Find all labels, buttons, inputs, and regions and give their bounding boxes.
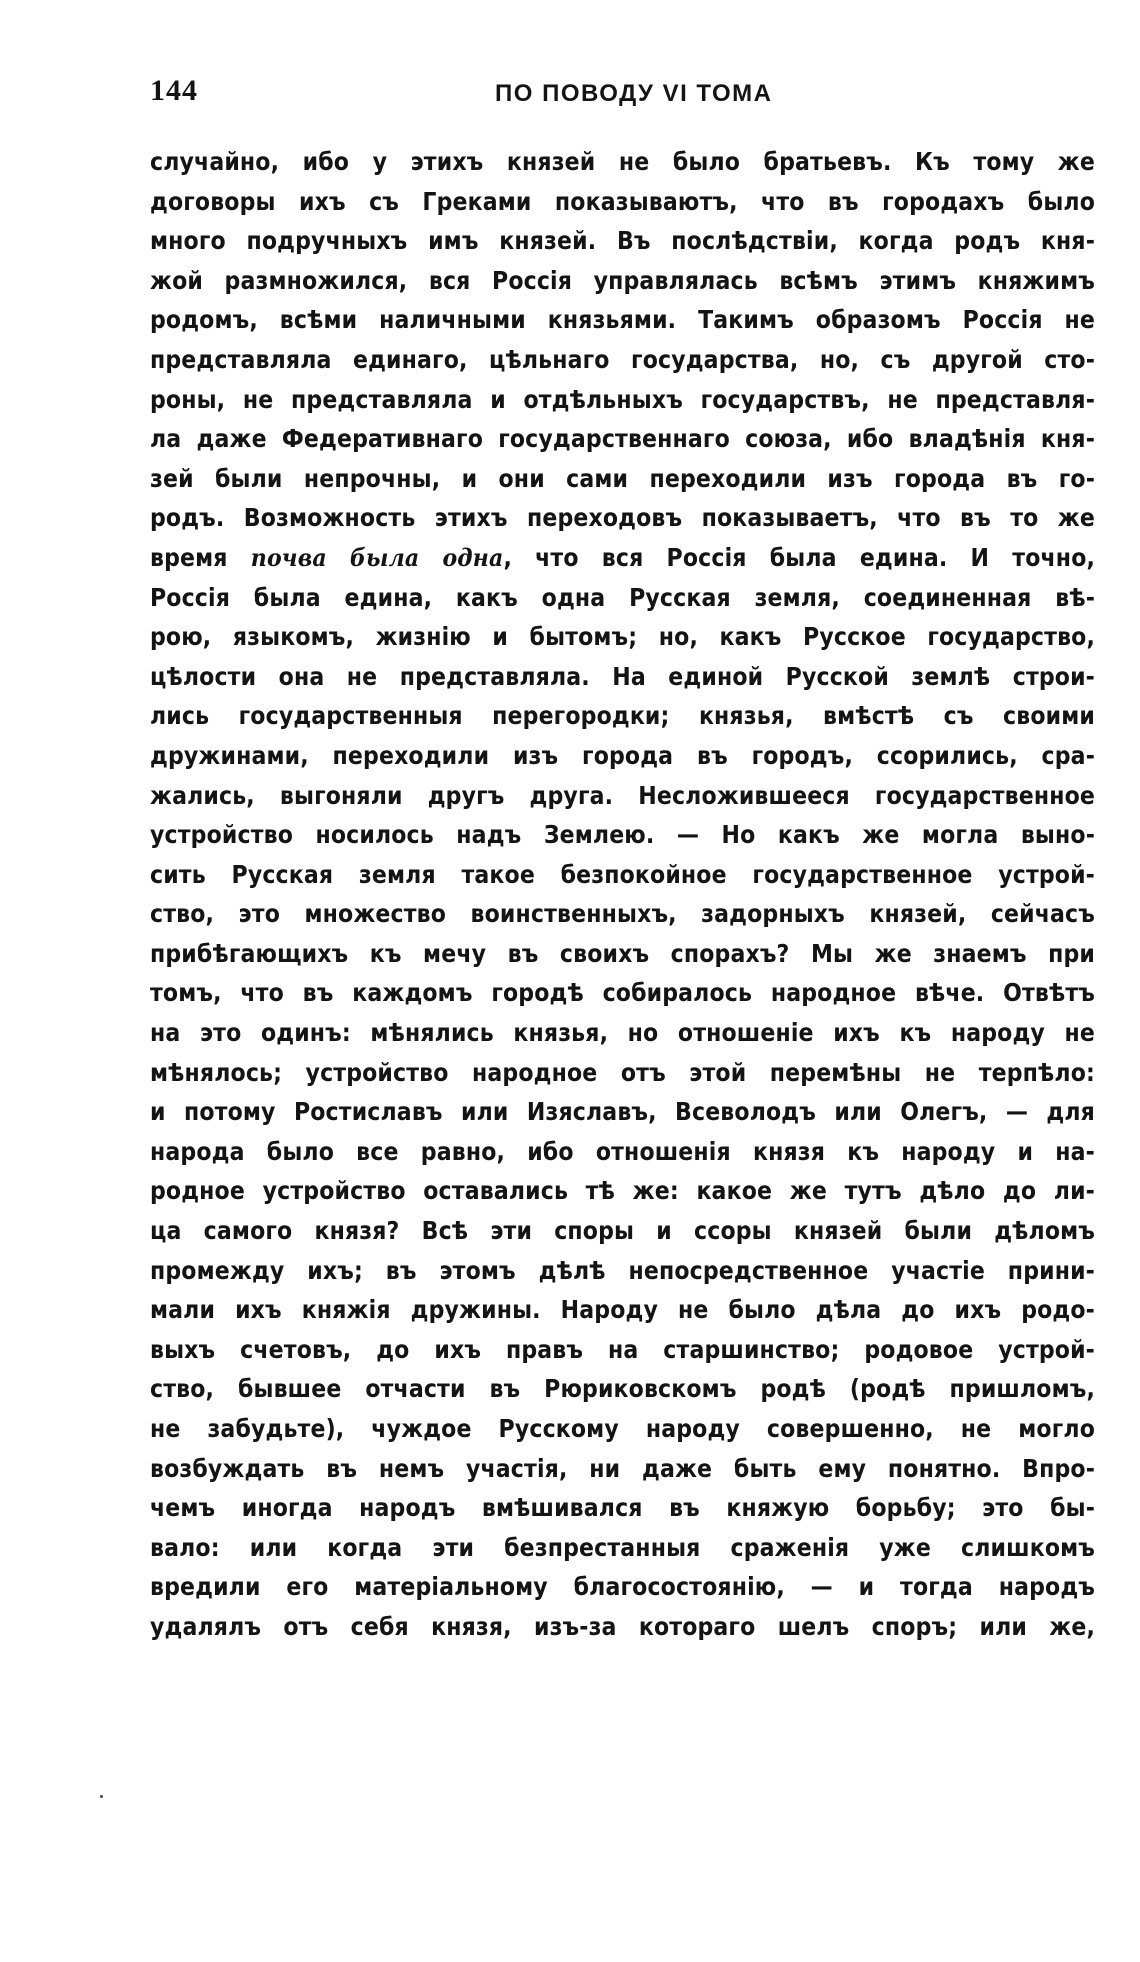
text-line: жой размножился, вся Россія управлялась всѣмъ этимъ княжимъ	[150, 265, 1095, 295]
text-line: представляла единаго, цѣльнаго государства, но, съ другой сто-	[150, 344, 1095, 374]
text-line: не забудьте), чуждое Русскому народу совершенно, не могло	[150, 1414, 1095, 1443]
page-number: 144	[150, 74, 198, 107]
text-line: прибѣгающихъ къ мечу въ своихъ спорахъ? Мы же знаемъ при	[150, 938, 1095, 968]
text-line: ство, это множество воинственныхъ, задорныхъ князей, сейчасъ	[150, 899, 1095, 929]
text-line: время почва была одна, что вся Россія была едина. И точно,	[150, 542, 1096, 572]
text-line: ца самого князя? Всѣ эти споры и ссоры князей были дѣломъ	[150, 1216, 1095, 1246]
text-line: роны, не представляла и отдѣльныхъ государствъ, не представля-	[150, 384, 1095, 414]
text-line: цѣлости она не представляла. На единой Русской землѣ строи-	[150, 661, 1095, 691]
body-text	[150, 142, 1095, 1647]
text-line: лись государственныя перегородки; князья, вмѣстѣ съ своими	[150, 701, 1095, 731]
print-speck	[100, 1795, 103, 1798]
text-line: родомъ, всѣми наличными князьями. Такимъ образомъ Россія не	[150, 305, 1095, 335]
text-line: и потому Ростиславъ или Изяславъ, Всеволодъ или Олегъ, — для	[150, 1097, 1095, 1127]
text-line: удалялъ отъ себя князя, изъ-за котораго шелъ споръ; или же,	[150, 1611, 1095, 1641]
text-line: вало: или когда эти безпрестанныя сраженія уже слишкомъ	[150, 1532, 1095, 1562]
text-line: томъ, что въ каждомъ городѣ собиралось народное вѣче. Отвѣтъ	[150, 978, 1095, 1008]
text-line: случайно, ибо у этихъ князей не было братьевъ. Къ тому же	[150, 147, 1095, 176]
text-line: народа было все равно, ибо отношенія князя къ народу и на-	[150, 1136, 1095, 1166]
text-line: зей были непрочны, и они сами переходили изъ города въ го-	[150, 463, 1095, 493]
text-line: рою, языкомъ, жизнію и бытомъ; но, какъ Русское государство,	[150, 622, 1095, 652]
emphasis-phrase: почва была одна	[250, 542, 504, 572]
text-line: ство, бывшее отчасти въ Рюриковскомъ родѣ (родѣ пришломъ,	[150, 1374, 1095, 1404]
text-line: выхъ счетовъ, до ихъ правъ на старшинство; родовое устрой-	[150, 1334, 1095, 1364]
text-line: возбуждать въ немъ участія, ни даже быть ему понятно. Впро-	[150, 1453, 1095, 1483]
text-line: промежду ихъ; въ этомъ дѣлѣ непосредственное участіе прини-	[150, 1255, 1095, 1285]
text-line: мѣнялось; устройство народное отъ этой перемѣны не терпѣло:	[150, 1057, 1095, 1087]
text-line: Россія была едина, какъ одна Русская земля, соединенная вѣ-	[150, 582, 1095, 612]
text-line: ла даже Федеративнаго государственнаго союза, ибо владѣнія кня-	[150, 424, 1095, 454]
text-line: на это одинъ: мѣнялись князья, но отношеніе ихъ къ народу не	[150, 1018, 1095, 1048]
text-line: устройство носилось надъ Землею. — Но какъ же могла выно-	[150, 820, 1095, 850]
text-line: жались, выгоняли другъ друга. Несложившееся государственное	[150, 780, 1095, 810]
text-line: чемъ иногда народъ вмѣшивался въ княжую борьбу; это бы-	[150, 1493, 1095, 1523]
text-line: много подручныхъ имъ князей. Въ послѣдствіи, когда родъ кня-	[150, 226, 1095, 256]
text-line: договоры ихъ съ Греками показываютъ, что въ городахъ было	[150, 186, 1095, 216]
text-line: вредили его матеріальному благосостоянію, — и тогда народъ	[150, 1572, 1095, 1602]
running-title: ПО ПОВОДУ VI ТОМА	[495, 80, 773, 107]
text-line: родное устройство оставались тѣ же: какое же тутъ дѣло до ли-	[150, 1176, 1095, 1206]
text-line: родъ. Возможность этихъ переходовъ показываетъ, что въ то же	[150, 503, 1095, 533]
text-line: дружинами, переходили изъ города въ городъ, ссорились, сра-	[150, 740, 1095, 770]
running-head	[150, 68, 1090, 118]
text-line: сить Русская земля такое безпокойное государственное устрой-	[150, 859, 1095, 889]
text-line: мали ихъ княжія дружины. Народу не было дѣла до ихъ родо-	[150, 1295, 1095, 1325]
